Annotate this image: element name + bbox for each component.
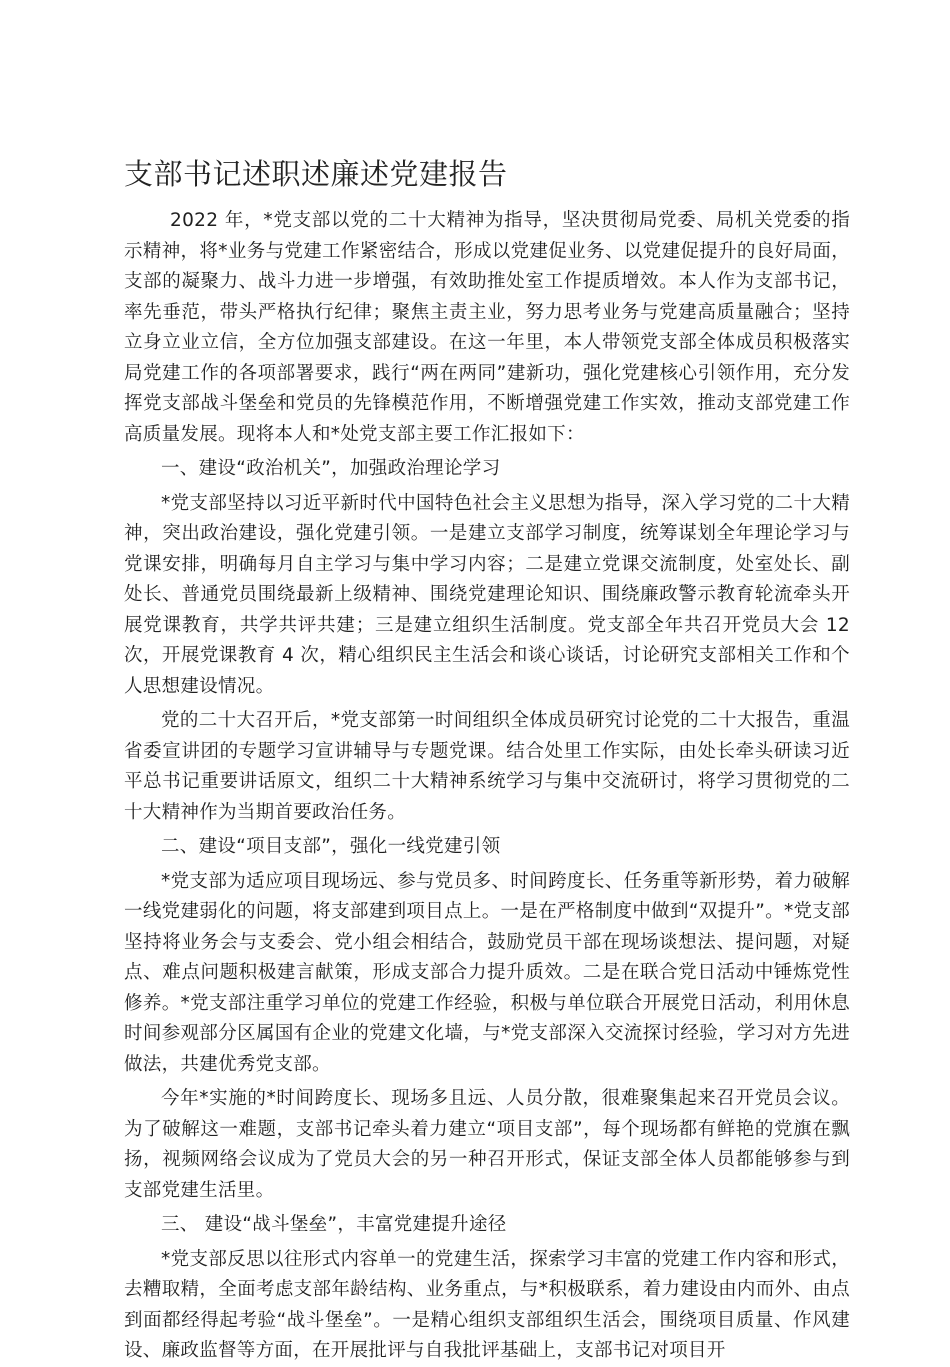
section-3-heading: 三、 建设“战斗堡垒”，丰富党建提升途径 <box>161 1214 507 1235</box>
section-2-paragraph-2: 今年*实施的*时间跨度长、现场多且远、人员分散，很难聚集起来召开党员会议。为了破解这一难题，支部书记牵头着力建立“项目支部”，每个现场都有鲜艳的党旗在飘扬，视频网络会议成为了党员大会的另一种召开形式，保证支部全体人员都能够参与到支部党建生活里。 <box>124 1088 850 1201</box>
section-1-heading: 一、建设“政治机关”，加强政治理论学习 <box>161 458 501 479</box>
section-1-paragraph-2: 党的二十大召开后，*党支部第一时间组织全体成员研究讨论党的二十大报告，重温省委宣讲团的专题学习宣讲辅导与专题党课。结合处里工作实际，由处长牵头研读习近平总书记重要讲话原文，组织二十大精神系统学习与集中交流研讨，将学习贯彻党的二十大精神作为当期首要政治任务。 <box>124 710 850 823</box>
section-2-heading: 二、建设“项目支部”，强化一线党建引领 <box>161 836 501 857</box>
document-body <box>124 206 850 1367</box>
section-3-paragraph-1: *党支部反思以往形式内容单一的党建生活，探索学习丰富的党建工作内容和形式，去糟取精，全面考虑支部年龄结构、业务重点，与*积极联系，着力建设由内而外、由点到面都经得起考验“战斗堡垒”。一是精心组织支部组织生活会，围绕项目质量、作风建设、廉政监督等方面，在开展批评与自我批评基础上，支部书记对项目开 <box>124 1248 850 1361</box>
section-2-paragraph-1: *党支部为适应项目现场远、参与党员多、时间跨度长、任务重等新形势，着力破解一线党建弱化的问题，将支部建到项目点上。一是在严格制度中做到“双提升”。*党支部坚持将业务会与支委会、党小组会相结合，鼓励党员干部在现场谈想法、提问题，对疑点、难点问题积极建言献策，形成支部合力提升质效。二是在联合党日活动中锤炼党性修养。*党支部注重学习单位的党建工作经验，积极与单位联合开展党日活动，利用休息时间参观部分区属国有企业的党建文化墙，与*党支部深入交流探讨经验，学习对方先进做法，共建优秀党支部。 <box>124 870 850 1075</box>
document-title: 支部书记述职述廉述党建报告 <box>124 157 508 191</box>
intro-paragraph: 2022 年，*党支部以党的二十大精神为指导，坚决贯彻局党委、局机关党委的指示精神，将*业务与党建工作紧密结合，形成以党建促业务、以党建促提升的良好局面，支部的凝聚力、战斗力进一步增强，有效助推处室工作提质增效。本人作为支部书记，率先垂范，带头严格执行纪律；聚焦主责主业，努力思考业务与党建高质量融合；坚持立身立业立信，全方位加强支部建设。在这一年里，本人带领党支部全体成员积极落实局党建工作的各项部署要求，践行“两在两同”建新功，强化党建核心引领作用，充分发挥党支部战斗堡垒和党员的先锋模范作用，不断增强党建工作实效，推动支部党建工作高质量发展。现将本人和*处党支部主要工作汇报如下： <box>124 210 850 445</box>
section-1-paragraph-1: *党支部坚持以习近平新时代中国特色社会主义思想为指导，深入学习党的二十大精神，突出政治建设，强化党建引领。一是建立支部学习制度，统筹谋划全年理论学习与党课安排，明确每月自主学习与集中学习内容；二是建立党课交流制度，处室处长、副处长、普通党员围绕最新上级精神、围绕党建理论知识、围绕廉政警示教育轮流牵头开展党课教育，共学共评共建；三是建立组织生活制度。党支部全年共召开党员大会 12 次，开展党课教育 4 次，精心组织民主生活会和谈心谈话，讨论研究支部相关工作和个人思想建设情况。 <box>124 492 850 697</box>
